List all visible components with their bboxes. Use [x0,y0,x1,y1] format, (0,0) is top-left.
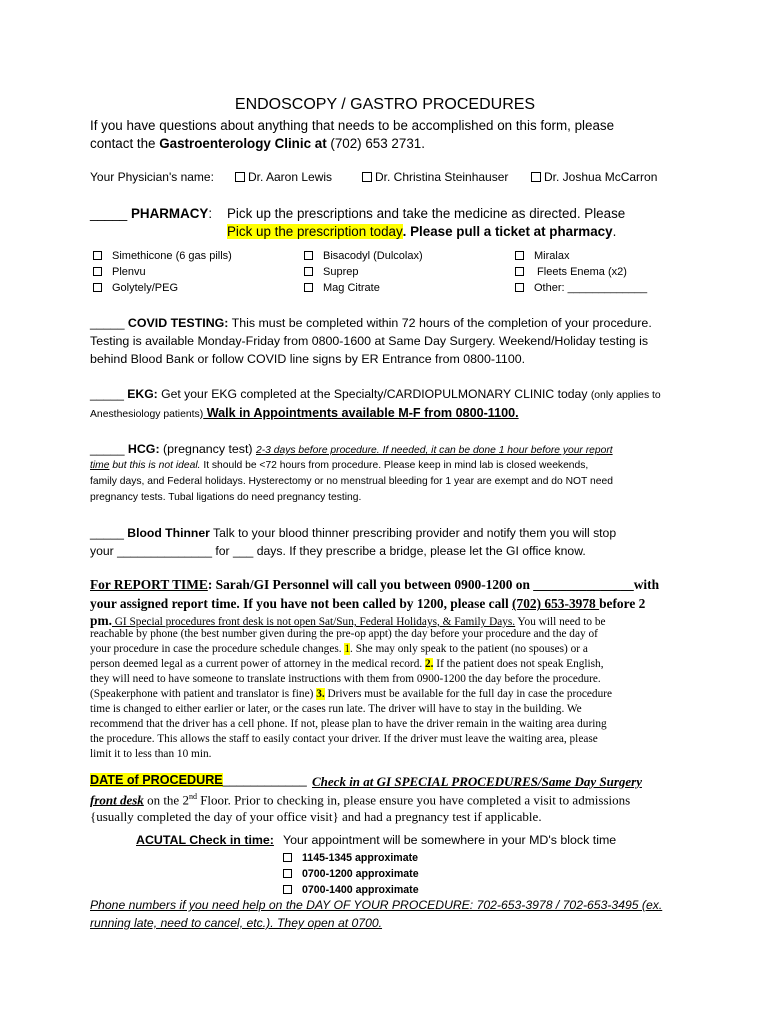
hcg-text: It should be <72 hours from procedure. Please keep in mind lab is closed weekends, [200,460,589,471]
checkbox-icon[interactable] [304,251,313,260]
physician-option-label: Dr. Christina Steinhauser [375,170,509,184]
checkin-time-label: ACUTAL Check in time: [136,833,274,847]
physician-option-steinhauser[interactable] [362,170,508,184]
checkbox-icon[interactable] [93,267,102,276]
hcg-time: time [90,460,110,471]
thinner-line-1 [90,526,616,540]
ekg-note: (only applies to [590,390,661,401]
report-line-4: reachable by phone (the best number given during the pre-op appt) the day before your procedure and the day of [90,628,598,640]
date-line-3: {usually completed the day of your office visit} and had a pregnancy test if applicable. [90,809,542,824]
med-label: Suprep [323,266,359,278]
report-line-10: recommend that the driver has a cell phone. If not, please plan to have the driver remain in the waiting area during [90,718,607,730]
hcg-line-2 [90,460,588,471]
pharmacy-highlight: Pick up the prescription today [227,224,403,239]
checkin-option[interactable] [283,882,533,898]
report-pm: pm. [90,613,112,628]
med-label: Miralax [534,250,570,262]
meds-col-2 [304,248,504,296]
med-label: Fleets Enema (x2) [534,266,627,278]
checkin-option-label: 1145-1345 approximate [302,852,419,864]
checkbox-icon[interactable] [362,172,372,182]
checkin-option[interactable] [283,850,533,866]
thinner-blank[interactable]: _____ [90,526,124,540]
pharmacy-label: PHARMACY [127,206,209,221]
phone-note-line-2: running late, need to cancel, etc.). They open at 0700. [90,916,383,930]
pharmacy-text-1: Pick up the prescriptions and take the medicine as directed. Please [227,206,626,221]
med-item[interactable] [304,248,504,264]
report-text: your procedure in case the procedure schedule changes. [90,643,342,655]
checkbox-icon[interactable] [531,172,541,182]
covid-line-3: behind Blood Bank or follow COVID line signs by ER Entrance from 0800-1100. [90,352,526,366]
intro-line-2 [90,136,425,151]
hcg-timing: 2-3 days before procedure. If needed, it can be done 1 hour before your report [256,445,613,456]
report-text: If the patient does not speak English, [433,658,604,670]
pharmacy-blank[interactable]: _____ [90,206,128,221]
floor-text: on the 2 [143,792,189,808]
report-closed: GI Special procedures front desk is not open Sat/Sun, Federal Holidays, & Family Days. [111,616,516,628]
report-line-11: the procedure. This allows the staff to easily contact your driver. If the driver must leave the waiting area, please [90,733,598,745]
report-line-3 [90,613,606,629]
ekg-note-2: Anesthesiology patients) [90,409,204,420]
phone-note-line-1: Phone numbers if you need help on the DAY OF YOUR PROCEDURE: 702-653-3978 / 702-653-3495 (ex. [90,898,663,912]
report-reachable: You will need to be [515,616,606,628]
report-text: person deemed legal as a current power of attorney in the medical record. [90,658,425,670]
intro-line-1: If you have questions about anything that needs to be accomplished on this form, please [90,118,615,133]
pharmacy-end: . [612,224,617,239]
checkin-option-label: 0700-1400 approximate [302,884,419,896]
covid-line-2: Testing is available Monday-Friday from 0800-1600 at Same Day Surgery. Weekend/Holiday testing is [90,334,649,348]
covid-label: COVID TESTING: [124,316,229,330]
meds-col-3 [515,248,715,296]
checkin-options [283,850,533,898]
thinner-text: Talk to your blood thinner prescribing provider and notify them you will stop [209,526,617,540]
physician-option-label: Dr. Joshua McCarron [544,170,658,184]
med-label: Mag Citrate [323,282,380,294]
hcg-ideal: but this is not ideal. [109,460,201,471]
covid-line-1 [90,316,652,330]
thinner-line-2: your ______________ for ___ days. If they prescribe a bridge, please let the GI office know. [90,544,586,558]
med-label: Bisacodyl (Dulcolax) [323,250,423,262]
hcg-paren: (pregnancy test) [159,442,256,456]
checkbox-icon[interactable] [283,853,292,862]
report-text: . She may only speak to the patient (no spouses) or a [350,643,588,655]
checkbox-icon[interactable] [283,885,292,894]
intro-text: contact the [90,136,160,151]
covid-blank[interactable]: _____ [90,316,125,330]
report-text: Drivers must be available for the full day in case the procedure [324,688,613,700]
ekg-blank[interactable]: _____ [90,387,124,401]
hcg-blank[interactable]: _____ [90,442,125,456]
checkbox-icon[interactable] [304,267,313,276]
physician-option-label: Dr. Aaron Lewis [248,170,333,184]
med-item[interactable] [515,248,715,264]
med-item[interactable] [304,264,504,280]
meds-col-1 [93,248,293,296]
thinner-label: Blood Thinner [123,526,210,540]
med-item[interactable] [93,280,293,296]
report-phone: (702) 653-3978 [512,596,600,611]
checkbox-icon[interactable] [93,251,102,260]
pharmacy-colon: : [208,206,213,221]
date-blank[interactable]: ____________ [222,773,307,787]
med-label: Other: _____________ [534,282,648,294]
report-label: For REPORT TIME [90,577,208,592]
clinic-phone: (702) 653 2731. [326,136,425,151]
clinic-name: Gastroenterology Clinic at [159,136,327,151]
covid-text: This must be completed within 72 hours of the completion of your procedure. [228,316,652,330]
ekg-line-2 [90,406,519,420]
med-item[interactable] [515,264,715,280]
med-item[interactable] [304,280,504,296]
report-line-2 [90,596,645,612]
physician-option-lewis[interactable] [235,170,332,184]
report-before: before 2 [599,596,646,611]
med-label: Plenvu [112,266,146,278]
med-item[interactable] [515,280,715,296]
hcg-line-3: family days, and Federal holidays. Hysterectomy or no menstrual bleeding for 1 year are exempt and do NOT need [90,476,613,487]
report-text: : Sarah/GI Personnel will call you between 0900-1200 on _______________with [207,577,660,592]
checkbox-icon[interactable] [304,283,313,292]
ekg-label: EKG: [123,387,158,401]
checkbox-icon[interactable] [235,172,245,182]
checkin-option[interactable] [283,866,533,882]
report-call: your assigned report time. If you have not been called by 1200, please call [90,596,513,611]
checkin-time-text: Your appointment will be somewhere in your MD's block time [283,833,617,847]
report-n2: 2. [425,658,434,670]
checkbox-icon[interactable] [515,251,524,260]
report-line-1 [90,577,659,593]
checkin-location: Check in at GI SPECIAL PROCEDURES/Same Day Surgery [312,774,642,789]
hcg-line-1 [90,442,613,456]
checkbox-icon[interactable] [93,283,102,292]
pharmacy-ticket: . Please pull a ticket at pharmacy [402,224,613,239]
report-line-6 [90,658,604,670]
report-line-7: they will need to have someone to translate instructions with them from 0900-1200 the day before the procedure. [90,673,601,685]
hcg-line-4: pregnancy tests. Tubal ligations do need pregnancy testing. [90,492,362,503]
physician-label: Your Physician's name: [90,170,214,184]
checkbox-icon[interactable] [515,283,524,292]
report-text: (Speakerphone with patient and translator is fine) [90,688,317,700]
report-line-9: time is changed to either earlier or later, or the cases run late. The driver will have to stay in the building. We [90,703,582,715]
floor-sup: nd [188,792,197,801]
med-label: Simethicone (6 gas pills) [112,250,232,262]
med-item[interactable] [93,264,293,280]
med-label: Golytely/PEG [112,282,179,294]
ekg-walkin: Walk in Appointments available M-F from 0800-1100. [203,406,519,420]
ekg-line-1 [90,387,661,401]
page-title: ENDOSCOPY / GASTRO PROCEDURES [234,96,536,113]
report-line-12: limit it to less than 10 min. [90,748,212,760]
floor-text-2: Floor. Prior to checking in, please ensure you have completed a visit to admissions [196,792,631,808]
date-label: DATE of PROCEDURE [90,773,223,787]
report-n1: 1 [344,643,351,655]
date-line-1 [90,773,307,787]
pharmacy-text-2 [227,224,616,239]
report-line-5 [90,643,588,655]
checkbox-icon[interactable] [515,267,524,276]
ekg-text: Get your EKG completed at the Specialty/CARDIOPULMONARY CLINIC today [157,387,591,401]
checkin-option-label: 0700-1200 approximate [302,868,419,880]
checkbox-icon[interactable] [283,869,292,878]
med-item[interactable] [93,248,293,264]
report-n3: 3. [316,688,325,700]
hcg-label: HCG: [124,442,160,456]
report-line-8 [90,688,612,700]
physician-option-mccarron[interactable] [531,170,657,184]
date-line-2 [90,792,630,808]
front-desk: front desk [90,792,144,808]
pharmacy-heading [90,206,212,221]
